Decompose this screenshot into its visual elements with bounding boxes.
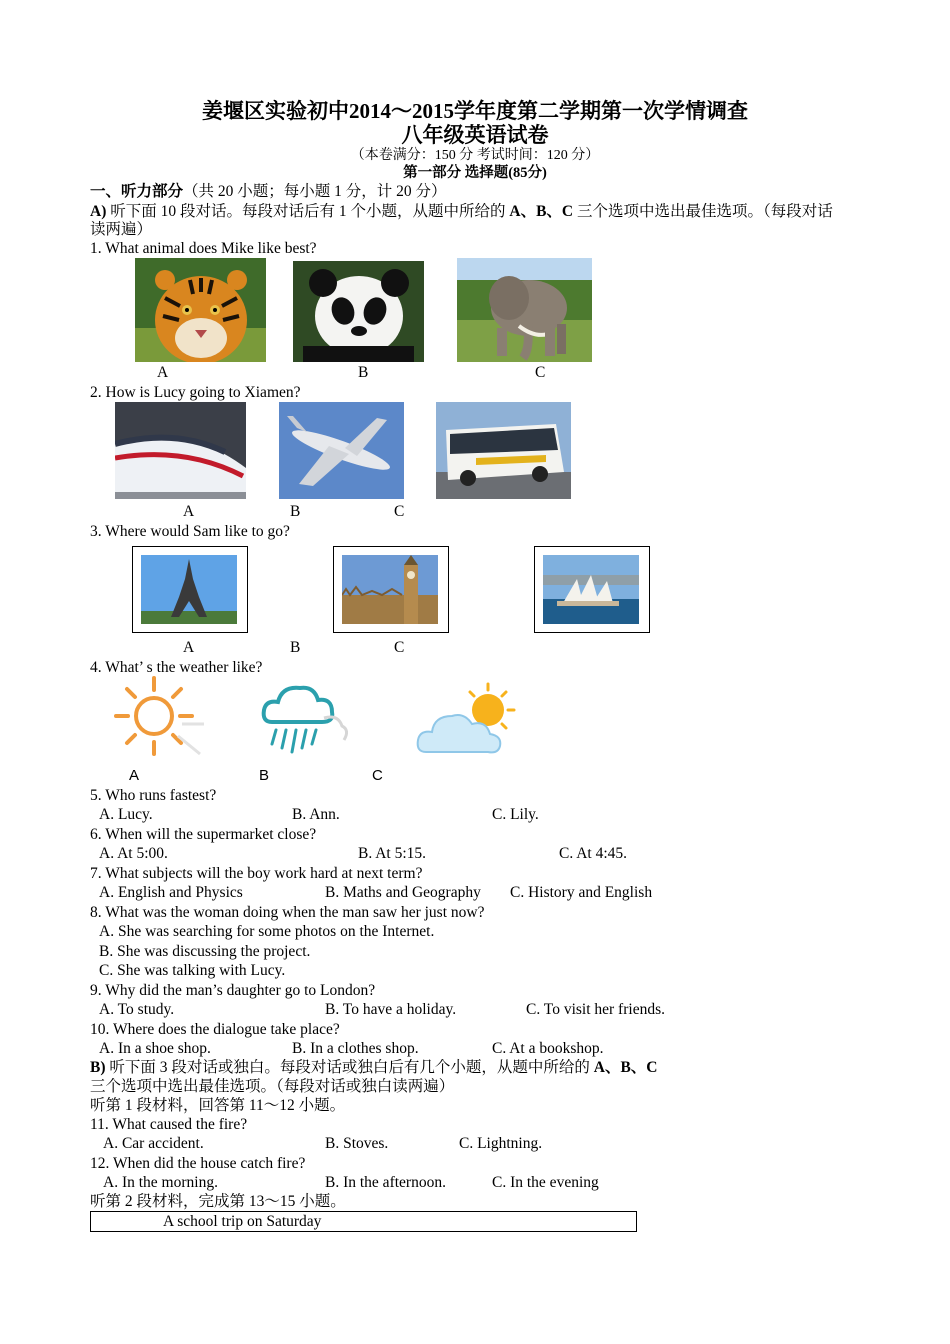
table-header-row <box>90 1211 637 1232</box>
section-a-instruction <box>90 202 833 221</box>
q11-option-b: B. Stoves. <box>325 1135 389 1152</box>
q12-option-a: A. In the morning. <box>103 1174 218 1191</box>
q1-label-c: C <box>535 364 546 381</box>
q12-option-c: C. In the evening <box>492 1174 599 1191</box>
opera-frame <box>534 546 650 633</box>
question-10: 10. Where does the dialogue take place? <box>90 1021 340 1038</box>
question-7: 7. What subjects will the boy work hard at next term? <box>90 865 423 882</box>
question-4: 4. What’ s the weather like? <box>90 659 263 676</box>
section-a-tag: A) <box>90 203 107 220</box>
question-12: 12. When did the house catch fire? <box>90 1155 306 1172</box>
q8-option-c: C. She was talking with Lucy. <box>99 962 286 979</box>
panda-photo <box>293 261 424 362</box>
q5-option-c: C. Lily. <box>492 806 539 823</box>
q11-option-c: C. Lightning. <box>459 1135 543 1152</box>
big-ben-frame <box>333 546 449 633</box>
table-title: A school trip on Saturday <box>163 1213 322 1230</box>
question-6: 6. When will the supermarket close? <box>90 826 317 843</box>
train-photo <box>115 402 246 499</box>
section-b-text: 听下面 3 段对话或独白。每段对话或独白后有几个小题，从题中所给的 <box>105 1059 594 1076</box>
q7-option-c: C. History and English <box>510 884 653 901</box>
section-b-tag: B) <box>90 1059 106 1076</box>
q3-label-c: C <box>394 639 405 656</box>
elephant-photo <box>457 258 592 362</box>
q9-option-b: B. To have a holiday. <box>325 1001 457 1018</box>
q7-option-a: A. English and Physics <box>99 884 243 901</box>
question-8: 8. What was the woman doing when the man saw her just now? <box>90 904 485 921</box>
rainy-icon <box>258 678 350 766</box>
section-a-text: 听下面 10 段对话。每段对话后有 1 个小题，从题中所给的 <box>106 203 510 220</box>
listening-heading-bold: 一、听力部分 <box>90 183 184 200</box>
q3-label-a: A <box>183 639 195 656</box>
question-3: 3. Where would Sam like to go? <box>90 523 290 540</box>
q6-option-a: A. At 5:00. <box>99 845 168 862</box>
question-11: 11. What caused the fire? <box>90 1116 248 1133</box>
q4-label-c: C <box>372 767 383 784</box>
q10-option-c: C. At a bookshop. <box>492 1040 604 1057</box>
q3-label-b: B <box>290 639 301 656</box>
question-9: 9. Why did the man’s daughter go to London? <box>90 982 376 999</box>
section-b-instruction <box>90 1058 658 1077</box>
q6-option-b: B. At 5:15. <box>358 845 427 862</box>
eiffel-frame <box>132 546 248 633</box>
exam-title: 姜堰区实验初中2014～2015学年度第二学期第一次学情调查 <box>202 99 748 123</box>
q4-label-b: B <box>259 767 270 784</box>
q1-label-a: A <box>157 364 169 381</box>
question-2: 2. How is Lucy going to Xiamen? <box>90 384 301 401</box>
q7-option-b: B. Maths and Geography <box>325 884 481 901</box>
bus-photo <box>436 402 571 499</box>
q4-label-a: A <box>129 767 140 784</box>
section-b-instruction-line2: 三个选项中选出最佳选项。（每段对话或独白读两遍） <box>90 1078 455 1095</box>
question-1: 1. What animal does Mike like best? <box>90 240 317 257</box>
q2-label-c: C <box>394 503 405 520</box>
q6-option-c: C. At 4:45. <box>559 845 628 862</box>
q8-option-a: A. She was searching for some photos on the Internet. <box>99 923 435 940</box>
q2-label-b: B <box>290 503 301 520</box>
part-title: 第一部分 选择题(85分) <box>403 165 547 181</box>
section-a-abc: A、B、C <box>509 203 574 220</box>
q9-option-c: C. To visit her friends. <box>526 1001 665 1018</box>
q5-option-a: A. Lucy. <box>99 806 153 823</box>
plane-photo <box>279 402 404 499</box>
exam-subtitle: 八年级英语试卷 <box>401 123 549 147</box>
eiffel-tower-photo <box>141 555 237 624</box>
q5-option-b: B. Ann. <box>292 806 340 823</box>
partly-cloudy-icon <box>416 682 520 758</box>
q10-option-a: A. In a shoe shop. <box>99 1040 211 1057</box>
q9-option-a: A. To study. <box>99 1001 175 1018</box>
big-ben-photo <box>342 555 438 624</box>
material-2-note: 听第 2 段材料，完成第 13～15 小题。 <box>90 1193 346 1210</box>
tiger-photo <box>135 258 266 362</box>
q11-option-a: A. Car accident. <box>103 1135 204 1152</box>
material-1-note: 听第 1 段材料，回答第 11～12 小题。 <box>90 1097 346 1114</box>
sunny-icon <box>112 674 210 766</box>
q2-label-a: A <box>183 503 195 520</box>
listening-heading-rest: （共 20 小题；每小题 1 分，计 20 分） <box>183 183 447 200</box>
section-a-text-end: 三个选项中选出最佳选项。（每段对话 <box>573 203 833 220</box>
q10-option-b: B. In a clothes shop. <box>292 1040 419 1057</box>
section-b-abc: A、B、C <box>593 1059 658 1076</box>
question-5: 5. Who runs fastest? <box>90 787 217 804</box>
listening-heading <box>90 182 447 201</box>
sydney-opera-house-photo <box>543 555 639 624</box>
q1-label-b: B <box>358 364 369 381</box>
q12-option-b: B. In the afternoon. <box>325 1174 446 1191</box>
exam-info: （本卷满分：150 分 考试时间：120 分） <box>350 148 600 163</box>
q8-option-b: B. She was discussing the project. <box>99 943 311 960</box>
section-a-instruction-line2: 读两遍） <box>90 221 153 238</box>
